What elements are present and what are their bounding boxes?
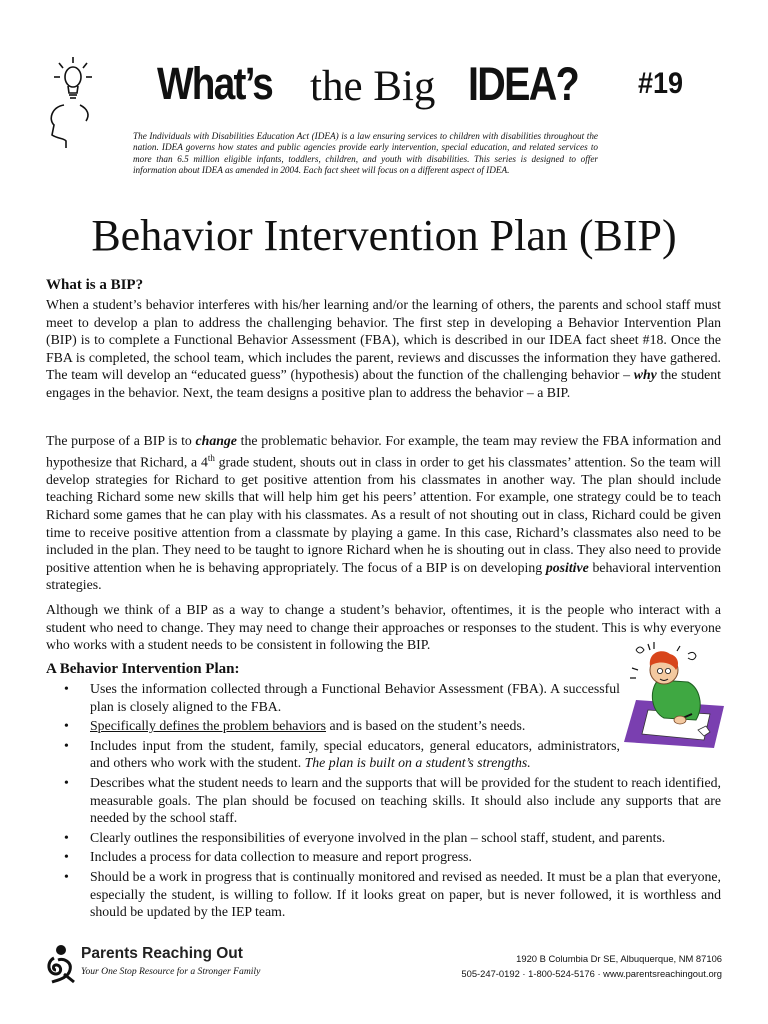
paragraph-consistency: Although we think of a BIP as a way to change a student’s behavior, oftentimes, it is the people who interact with a student who need to change. They may need to change their approaches or responses to the student. This is why everyone who works with a student needs to be consistent in following the BIP. [46, 602, 721, 653]
parents-reaching-out-logo-icon [44, 944, 78, 984]
lightbulb-head-icon [42, 55, 104, 150]
header-idea: IDEA? [468, 57, 579, 110]
org-address: 1920 B Columbia Dr SE, Albuquerque, NM 87106 [516, 953, 722, 964]
page-title: Behavior Intervention Plan (BIP) [91, 211, 677, 260]
paragraph-purpose: The purpose of a BIP is to change the problematic behavior. For example, the team may review the FBA information and hypothesize that Richard, a 4th grade student, shouts out in class in order to get his classmates’ attention. So the team will develop strategies for Richard to get positive attention from his classmates in another way. The plan should include teaching Richard some new skills that will help him get his peers’ attention. For example, one strategy could be to teach Richard some games that he can play with his classmates. As a result of not shouting out in class, Richard could be given time to receive positive attention from a classmate by playing a game. In this case, Richard’s classmates also need to be included in the plan. They need to be taught to ignore Richard when he is shouting out in class. They also need to provide positive attention when he is behaving appropriately. The focus of a BIP is on developing positive behavioral intervention strategies. [46, 433, 722, 593]
list-item: • Specifically defines the problem behaviors and is based on the student’s needs. [46, 717, 620, 735]
what-is-bip-heading: What is a BIP? [46, 277, 144, 293]
fact-sheet-number: #19 [638, 67, 684, 100]
plan-bullet-list [46, 680, 721, 923]
list-item: • Includes input from the student, family, special educators, general educators, administrators, and others who work with the student. The plan is built on a student’s strengths. [46, 737, 620, 772]
list-item: • Should be a work in progress that is continually monitored and revised as needed. It must be a plan that everyone, especially the student, is willing to follow. If it looks great on paper, but is never followed, it is worthless and should be updated by the IEP team. [46, 868, 721, 921]
list-item: • Clearly outlines the responsibilities of everyone involved in the plan – school staff, student, and parents. [46, 829, 721, 847]
plan-heading: A Behavior Intervention Plan: [46, 661, 240, 677]
org-contact [420, 951, 722, 981]
org-phone-web: 505-247-0192 · 1-800-524-5176 · www.parentsreachingout.org [461, 968, 722, 979]
org-name: Parents Reaching Out [81, 945, 243, 962]
org-tagline: Your One Stop Resource for a Stronger Family [81, 966, 261, 977]
list-item: • Uses the information collected through a Functional Behavior Assessment (FBA). A successful plan is closely aligned to the FBA. [46, 680, 620, 715]
header-the-big: the Big [310, 63, 436, 110]
series-intro: The Individuals with Disabilities Education Act (IDEA) is a law ensuring services to children with disabilities throughout the nation. IDEA governs how states and public agencies provide early intervention, special education, and related services to more than 6.5 million eligible infants, toddlers, children, and youth with disabilities. This series is designed to offer information about IDEA as amended in 2004. Each fact sheet will focus on a different aspect of IDEA. [133, 131, 598, 176]
list-item: • Includes a process for data collection to measure and report progress. [46, 848, 721, 866]
list-item: • Describes what the student needs to learn and the supports that will be provided for the student to reach identified, measurable goals. The plan should be focused on teaching skills. It should also include any supports that are needed by the school staff. [46, 774, 721, 827]
paragraph-what-is-bip: When a student’s behavior interferes with his/her learning and/or the learning of others, the parents and school staff must meet to develop a plan to address the challenging behavior. The first step in developing a Behavior Intervention Plan (BIP) is to complete a Functional Behavior Assessment (FBA), which is described in our IDEA fact sheet #18. Once the FBA is completed, the school team, which includes the parent, reviews and discusses the information they have gathered. The team will develop an “educated guess” (hypothesis) about the function of the challenging behavior – why the student engages in the behavior. Next, the team designs a positive plan to address the behavior – a BIP. [46, 297, 721, 400]
header-whats: What’s [157, 58, 273, 109]
